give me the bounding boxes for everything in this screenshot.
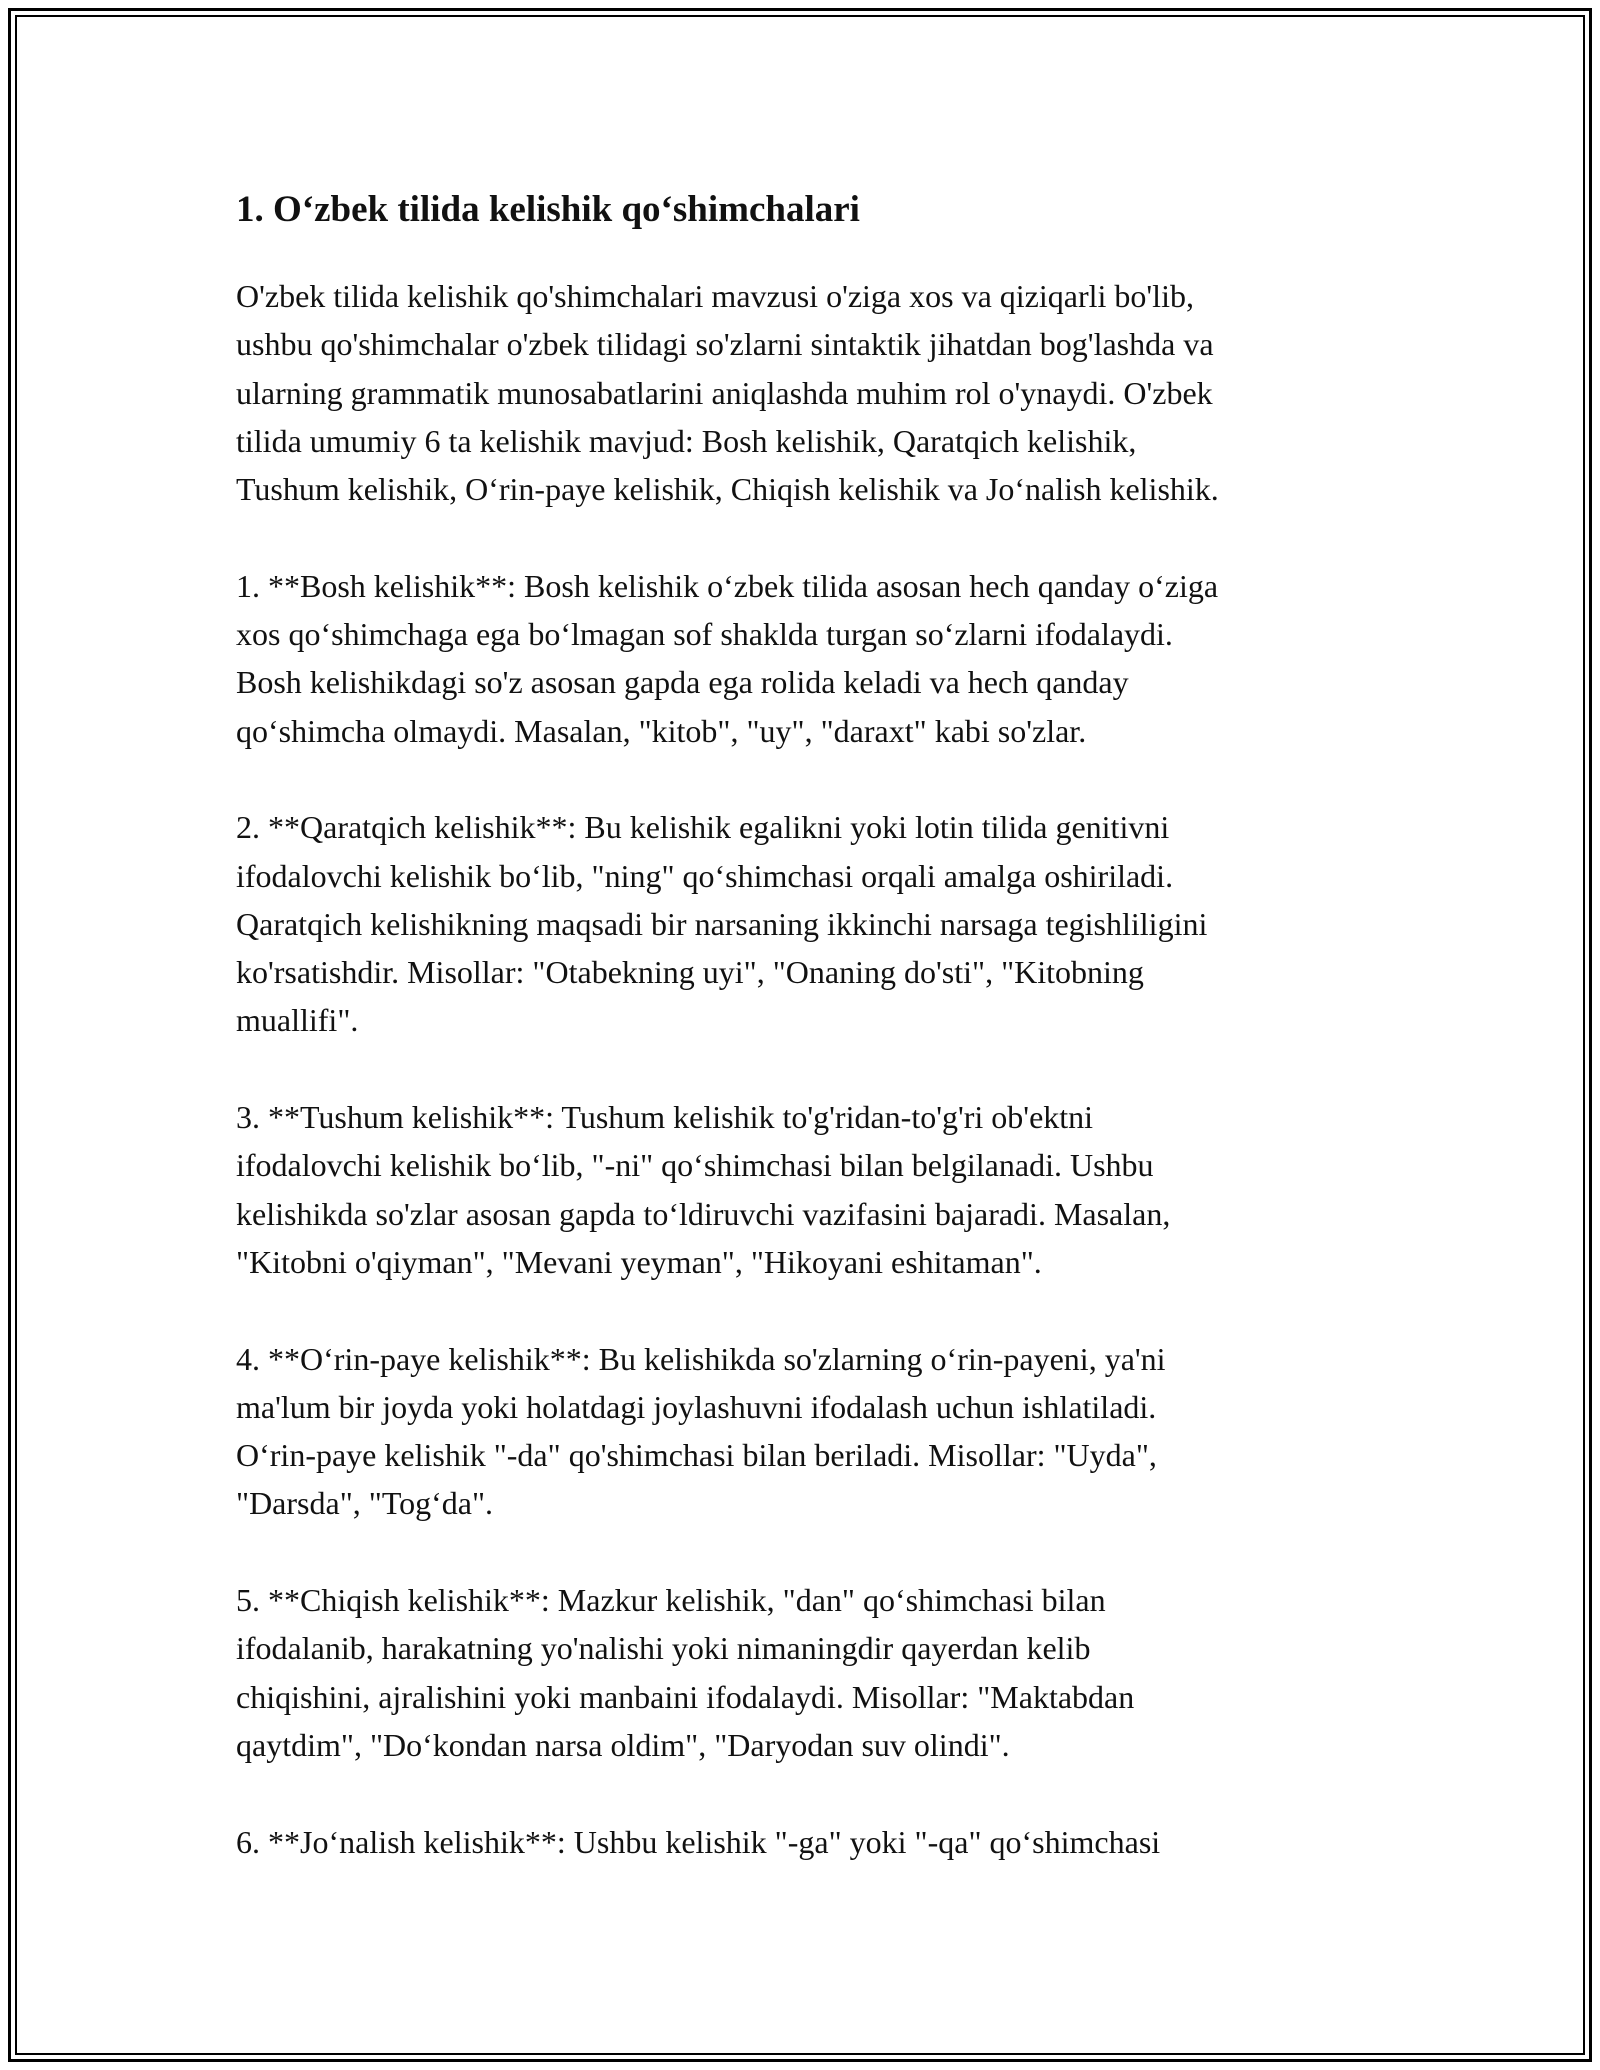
section-heading: 1. O‘zbek tilida kelishik qo‘shimchalari	[236, 189, 860, 230]
item-chiqish-kelishik	[236, 1576, 1376, 1769]
document-body	[236, 186, 1376, 1866]
intro-paragraph	[236, 272, 1376, 513]
paragraph-line: Qaratqich kelishikning maqsadi bir narsaning ikkinchi narsaga tegishliligini	[236, 905, 1208, 942]
item-bosh-kelishik	[236, 562, 1376, 755]
item-tushum-kelishik	[236, 1093, 1376, 1286]
paragraph-line: chiqishini, ajralishini yoki manbaini ifodalaydi. Misollar: "Maktabdan	[236, 1678, 1135, 1715]
paragraph-line: ifodalanib, harakatning yo'nalishi yoki nimaningdir qayerdan kelib	[236, 1630, 1091, 1667]
paragraph-line: O'zbek tilida kelishik qo'shimchalari mavzusi o'ziga xos va qiziqarli bo'lib,	[236, 278, 1194, 314]
paragraph-line: "Kitobni o'qiyman", "Mevani yeyman", "Hikoyani eshitaman".	[236, 1243, 1042, 1280]
item-orin-paye-kelishik	[236, 1335, 1376, 1528]
paragraph-line: ko'rsatishdir. Misollar: "Otabekning uyi", "Onaning do'sti", "Kitobning	[236, 954, 1144, 991]
paragraph-line: "Darsda", "Tog‘da".	[236, 1485, 494, 1522]
paragraph-line: ma'lum bir joyda yoki holatdagi joylashuvni ifodalash uchun ishlatiladi.	[236, 1388, 1157, 1425]
paragraph-line: ifodalovchi kelishik bo‘lib, "-ni" qo‘shimchasi bilan belgilanadi. Ushbu	[236, 1147, 1154, 1184]
paragraph-line: qo‘shimcha olmaydi. Masalan, "kitob", "uy", "daraxt" kabi so'zlar.	[236, 712, 1087, 749]
paragraph-line: O‘rin-paye kelishik "-da" qo'shimchasi bilan beriladi. Misollar: "Uyda",	[236, 1437, 1157, 1474]
paragraph-line: 5. **Chiqish kelishik**: Mazkur kelishik, "dan" qo‘shimchasi bilan	[236, 1582, 1106, 1619]
item-qaratqich-kelishik	[236, 803, 1376, 1044]
paragraph-line: Bosh kelishikdagi so'z asosan gapda ega rolida keladi va hech qanday	[236, 664, 1129, 701]
paragraph-line: ifodalovchi kelishik bo‘lib, "ning" qo‘shimchasi orqali amalga oshiriladi.	[236, 857, 1174, 894]
paragraph-line: ularning grammatik munosabatlarini aniqlashda muhim rol o'ynaydi. O'zbek	[236, 374, 1213, 411]
paragraph-line: 3. **Tushum kelishik**: Tushum kelishik to'g'ridan-to'g'ri ob'ektni	[236, 1099, 1094, 1136]
paragraph-line: 6. **Jo‘nalish kelishik**: Ushbu kelishik "-ga" yoki "-qa" qo‘shimchasi	[236, 1823, 1161, 1860]
paragraph-line: 4. **O‘rin-paye kelishik**: Bu kelishikda so'zlarning o‘rin-payeni, ya'ni	[236, 1340, 1166, 1377]
paragraph-line: qaytdim", "Do‘kondan narsa oldim", "Daryodan suv olindi".	[236, 1726, 1010, 1763]
paragraph-line: kelishikda so'zlar asosan gapda to‘ldiruvchi vazifasini bajaradi. Masalan,	[236, 1195, 1171, 1232]
paragraph-line: muallifi".	[236, 1002, 359, 1039]
item-jonalish-kelishik	[236, 1818, 1376, 1866]
paragraph-line: Tushum kelishik, O‘rin-paye kelishik, Chiqish kelishik va Jo‘nalish kelishik.	[236, 471, 1219, 508]
paragraph-line: xos qo‘shimchaga ega bo‘lmagan sof shaklda turgan so‘zlarni ifodalaydi.	[236, 616, 1173, 653]
paragraph-line: 1. **Bosh kelishik**: Bosh kelishik o‘zbek tilida asosan hech qanday o‘ziga	[236, 567, 1219, 604]
paragraph-line: tilida umumiy 6 ta kelishik mavjud: Bosh kelishik, Qaratqich kelishik,	[236, 422, 1137, 459]
paragraph-line: ushbu qo'shimchalar o'zbek tilidagi so'zlarni sintaktik jihatdan bog'lashda va	[236, 326, 1214, 363]
paragraph-line: 2. **Qaratqich kelishik**: Bu kelishik egalikni yoki lotin tilida genitivni	[236, 809, 1170, 846]
